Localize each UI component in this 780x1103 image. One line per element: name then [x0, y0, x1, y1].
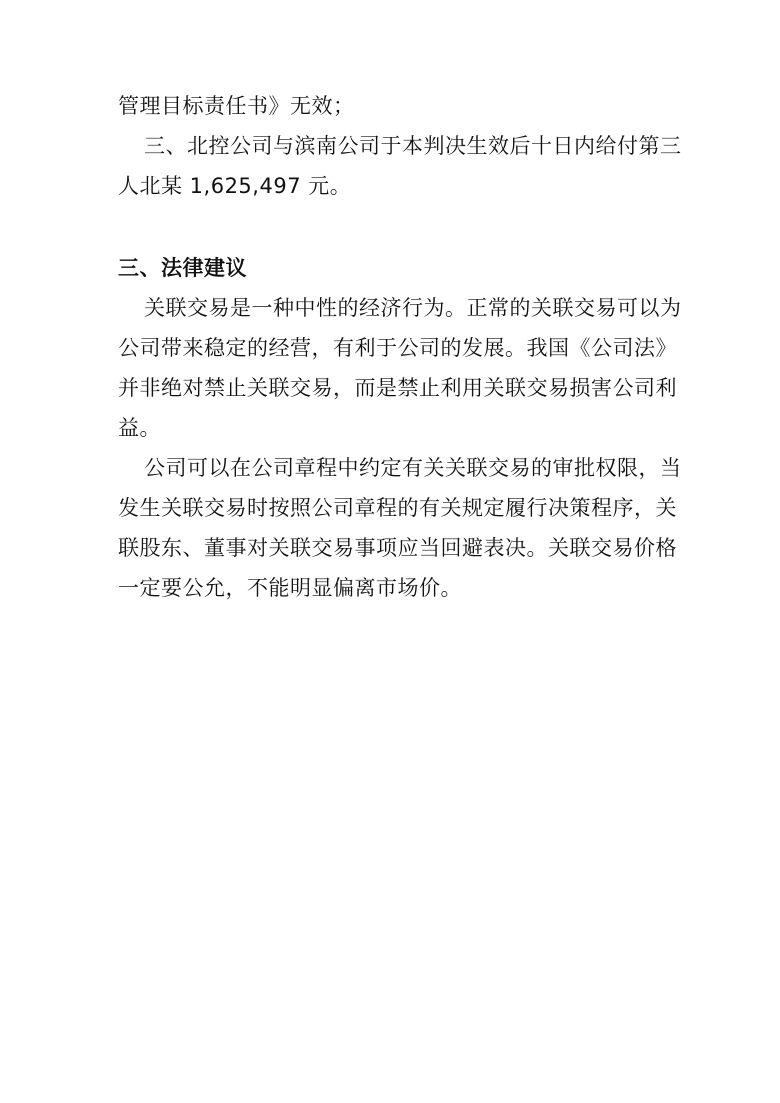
text-line: 发生关联交易时按照公司章程的有关规定履行决策程序，关: [118, 496, 677, 520]
document-body: [118, 86, 682, 608]
text-line: 人北某 1,625,497 元。: [118, 174, 352, 198]
paragraph-contract-invalid: [118, 86, 678, 126]
paragraph-judgment-payment: [118, 126, 682, 206]
text-line: 管理目标责任书》无效；: [118, 94, 355, 118]
paragraph-articles-of-association: [118, 448, 682, 608]
text-line: 益。: [118, 416, 161, 440]
paragraph-related-transactions: [118, 288, 682, 448]
text-line: 公司可以在公司章程中约定有关关联交易的审批权限，当: [144, 456, 682, 480]
text-line: 公司带来稳定的经营，有利于公司的发展。我国《公司法》: [118, 336, 677, 360]
section-heading: 三、法律建议: [118, 256, 247, 280]
section-heading-legal-advice: [118, 248, 678, 288]
text-line: 并非绝对禁止关联交易，而是禁止利用关联交易损害公司利: [118, 376, 677, 400]
text-line: 一定要公允，不能明显偏离市场价。: [118, 576, 462, 600]
text-line: 关联交易是一种中性的经济行为。正常的关联交易可以为: [144, 296, 682, 320]
text-line: 三、北控公司与滨南公司于本判决生效后十日内给付第三: [144, 134, 682, 158]
text-line: 联股东、董事对关联交易事项应当回避表决。关联交易价格: [118, 536, 677, 560]
paragraph-spacer: [118, 206, 678, 248]
